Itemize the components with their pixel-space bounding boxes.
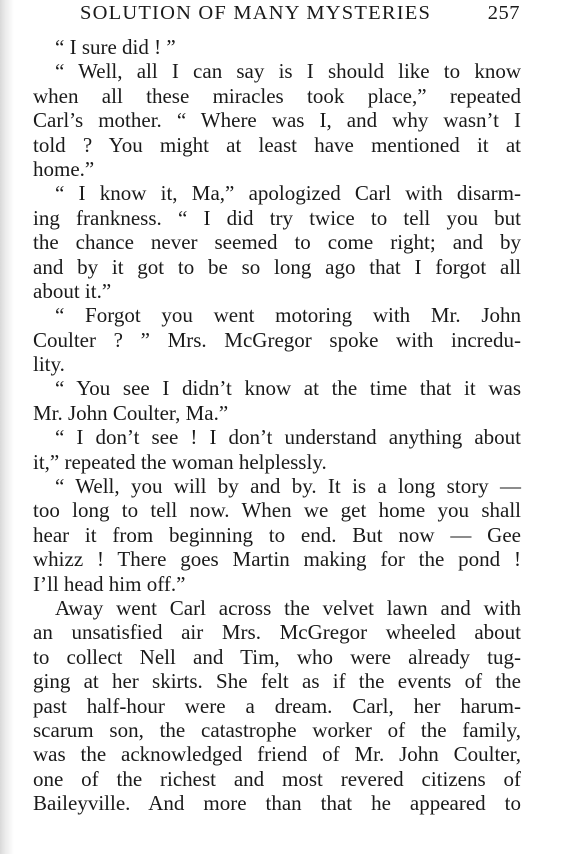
text-line: when all these miracles took place,” repeated xyxy=(33,83,521,108)
text-line: I’ll head him off.” xyxy=(33,571,186,596)
text-line: Away went Carl across the velvet lawn and with xyxy=(55,595,521,620)
page-header xyxy=(80,2,520,28)
text-line: too long to tell now. When we get home you shall xyxy=(33,498,521,523)
text-line: and by it got to be so long ago that I forgot all xyxy=(33,254,521,279)
text-line: “ Forgot you went motoring with Mr. John xyxy=(55,303,521,328)
text-line: “ I sure did ! ” xyxy=(55,35,176,59)
text-line: to collect Nell and Tim, who were already tug- xyxy=(33,644,521,669)
text-line: an unsatisfied air Mrs. McGregor wheeled about xyxy=(33,620,521,645)
text-line: Carl’s mother. “ Where was I, and why wasn’t I xyxy=(33,108,521,133)
page-number: 257 xyxy=(487,2,520,24)
text-line: scarum son, the catastrophe worker of the family, xyxy=(33,717,521,742)
text-line: ing frankness. “ I did try twice to tell you but xyxy=(33,205,521,230)
text-line: about it.” xyxy=(33,278,112,303)
page-binding-edge xyxy=(0,0,14,854)
text-line: Baileyville. And more than that he appeared to xyxy=(33,791,521,816)
text-line: “ Well, all I can say is I should like to know xyxy=(55,59,521,84)
text-line: one of the richest and most revered citizens of xyxy=(33,766,521,791)
text-line: past half-hour were a dream. Carl, her harum- xyxy=(33,693,521,718)
text-line: Coulter ? ” Mrs. McGregor spoke with incredu- xyxy=(33,327,521,352)
running-title: SOLUTION OF MANY MYSTERIES xyxy=(80,2,432,24)
text-line: “ I don’t see ! I don’t understand anything about xyxy=(55,425,521,450)
text-line: was the acknowledged friend of Mr. John Coulter, xyxy=(33,742,521,767)
text-line: lity. xyxy=(33,352,65,377)
text-line: “ Well, you will by and by. It is a long story — xyxy=(55,474,521,499)
text-line: told ? You might at least have mentioned it at xyxy=(33,132,521,157)
text-line: the chance never seemed to come right; and by xyxy=(33,230,521,255)
text-line: it,” repeated the woman helplessly. xyxy=(33,449,327,474)
text-line: home.” xyxy=(33,156,95,181)
text-line: Mr. John Coulter, Ma.” xyxy=(33,400,229,425)
text-line: ging at her skirts. She felt as if the events of the xyxy=(33,669,521,694)
text-line: whizz ! There goes Martin making for the pond ! xyxy=(33,547,521,572)
text-line: “ You see I didn’t know at the time that it was xyxy=(55,376,521,401)
text-line: hear it from beginning to end. But now — Gee xyxy=(33,522,521,547)
body-text xyxy=(33,35,521,816)
text-line: “ I know it, Ma,” apologized Carl with disarm- xyxy=(55,181,521,206)
